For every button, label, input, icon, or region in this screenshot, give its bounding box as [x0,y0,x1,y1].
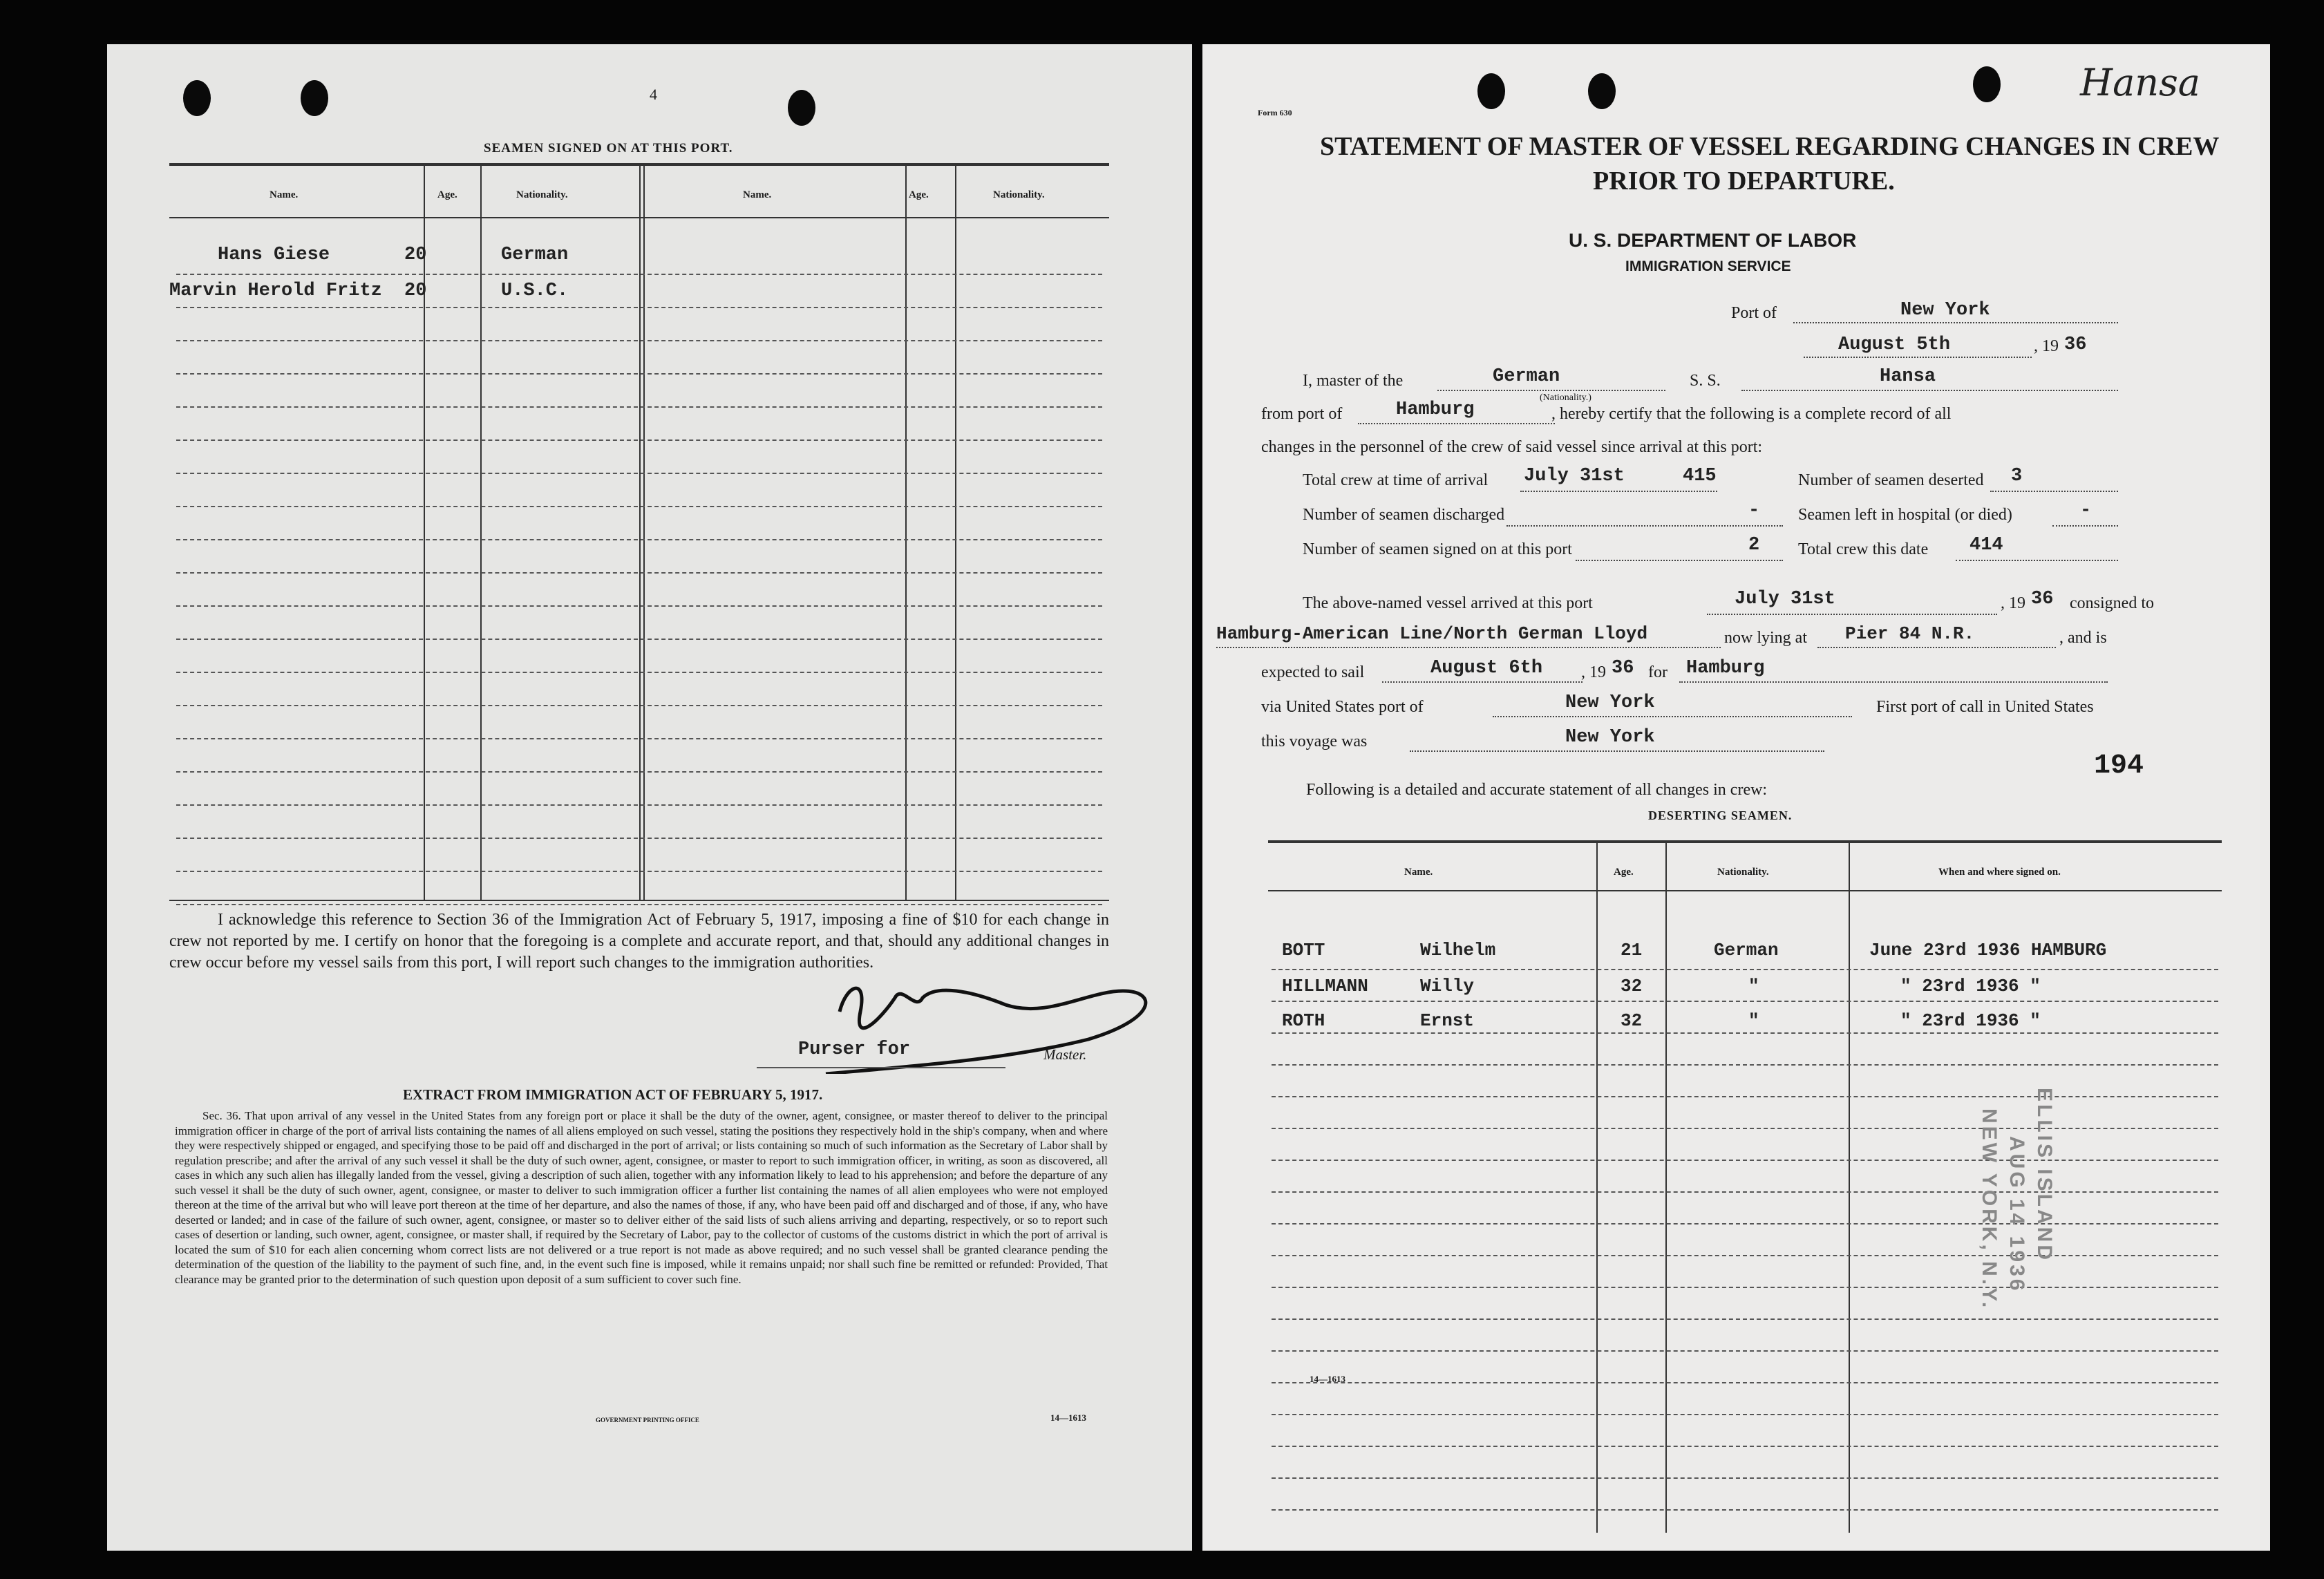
port-value: New York [1900,300,1990,321]
destination-value: Hamburg [1686,658,1765,679]
arrived-year-prefix: , 19 [2001,594,2025,612]
punch-hole [183,80,211,116]
right-form-number: 14—1613 [1310,1374,1345,1384]
first-port-value: New York [1565,727,1655,748]
fill-line [1410,750,1824,752]
row-rule [1272,1001,2218,1002]
row-rule [1272,1096,2218,1097]
for-label: for [1648,663,1668,681]
via-port-value: New York [1565,692,1655,713]
row-rule [1272,1191,2218,1193]
row-rule [176,307,1102,308]
master-label: Master. [1043,1046,1087,1063]
col-header-age: Age. [437,189,457,200]
row-2-name: Marvin Herold Fritz [169,281,382,301]
row-rule [176,804,1102,806]
voyage-label: this voyage was [1261,732,1368,750]
year-value: 36 [2064,334,2087,355]
left-form-number: 14—1613 [1050,1412,1086,1423]
nationality-caption: (Nationality.) [1540,393,1591,403]
form-title-line2: PRIOR TO DEPARTURE. [1593,167,1895,196]
arrived-label: The above-named vessel arrived at this port [1303,594,1593,612]
table-header-rule [1268,890,2222,891]
ellis-island-stamp-date: AUG 14 1936 [2005,1136,2028,1294]
deserter-2-age: 32 [1621,976,1643,996]
page-stamp-number: 194 [2094,750,2144,782]
fill-line [1990,491,2118,492]
discharged-label: Number of seamen discharged [1303,506,1505,524]
deserter-2-surname: HILLMANN [1282,976,1368,996]
page-number: 4 [650,86,657,103]
row-rule [176,539,1102,540]
col-header-nationality: Nationality. [516,189,568,200]
deserter-3-age: 32 [1621,1010,1643,1031]
signed-on-value: 2 [1748,535,1760,556]
left-title: SEAMEN SIGNED ON AT THIS PORT. [484,141,733,155]
table-top-rule [1268,840,2222,843]
deserter-3-given: Ernst [1420,1010,1475,1031]
hospital-value: - [2080,500,2092,521]
col-header-name: Name. [270,189,299,200]
deserter-1-signed-on: June 23rd 1936 HAMBURG [1869,940,2107,961]
fill-line [1216,647,1721,648]
certify-text: , hereby certify that the following is a complete record of all [1551,405,1952,423]
deserter-3-nationality: " [1748,1010,1759,1031]
fill-line [1956,560,2118,561]
row-rule [1272,969,2218,970]
row-rule [176,373,1102,375]
punch-hole [1477,73,1505,109]
row-rule [1272,1350,2218,1352]
fill-line [1493,716,1852,717]
fill-line [1506,525,1783,527]
port-label: Port of [1731,304,1777,322]
total-crew-value: 415 [1683,466,1717,486]
deserter-1-surname: BOTT [1282,940,1325,961]
consignee-value: Hamburg-American Line/North German Lloyd [1216,623,1648,644]
extract-title: EXTRACT FROM IMMIGRATION ACT OF FEBRUARY 5, 1917. [403,1086,823,1103]
row-rule [1272,1318,2218,1320]
via-label: via United States port of [1261,698,1424,716]
row-rule [1272,1128,2218,1129]
fill-line [2052,525,2118,527]
col-header-nationality: Nationality. [993,189,1045,200]
acknowledgment-text: I acknowledge this reference to Section 36 of the Immigration Act of February 5, 1917, imposing a fine of $10 for each change in crew not reported by me. I certify on honor that the foregoing is a complete and accurate report, and that, should any additional changes in crew occur before my vessel sails from this port, I will report such changes to the immigration authorities. [169,911,1109,972]
fill-line [1576,560,1783,561]
department: U. S. DEPARTMENT OF LABOR [1569,229,1857,251]
and-is-label: , and is [2059,629,2107,647]
from-port-label: from port of [1261,405,1343,423]
printing-office: GOVERNMENT PRINTING OFFICE [596,1417,699,1424]
pier-value: Pier 84 N.R. [1845,623,1975,644]
row-rule [176,506,1102,507]
deserter-1-nationality: German [1714,940,1779,961]
punch-hole [788,90,815,126]
row-rule [1272,1382,2218,1383]
row-rule [1272,1160,2218,1161]
row-rule [176,639,1102,640]
deserter-1-given: Wilhelm [1420,940,1496,961]
first-port-label: First port of call in United States [1876,698,2094,716]
form-title-line1: STATEMENT OF MASTER OF VESSEL REGARDING CHANGES IN CREW [1320,132,2220,161]
fill-line [1520,491,1717,492]
signature-line [757,1067,1005,1068]
col-header-age: Age. [1614,867,1634,878]
ellis-island-stamp: ELLIS ISLAND [2033,1088,2056,1263]
row-rule [176,439,1102,441]
row-rule [176,771,1102,773]
row-rule [176,705,1102,706]
deserter-2-given: Willy [1420,976,1475,996]
changes-text: changes in the personnel of the crew of said vessel since arrival at this port: [1261,438,1763,456]
discharged-value: - [1748,500,1760,521]
ellis-island-stamp-place: NEW YORK, N.Y. [1978,1108,2001,1311]
form-label: Form 630 [1258,108,1292,117]
row-1-name: Hans Giese [218,245,330,265]
following-text: Following is a detailed and accurate statement of all changes in crew: [1306,781,1768,799]
hospital-label: Seamen left in hospital (or died) [1798,506,2012,524]
consigned-label: consigned to [2070,594,2154,612]
col-header-name: Name. [743,189,772,200]
col-header-name: Name. [1404,867,1433,878]
row-rule [176,340,1102,341]
sail-year: 36 [1612,658,1634,679]
deserter-1-age: 21 [1621,940,1643,961]
row-rule [1272,1509,2218,1511]
handwritten-ship-note: Hansa [2080,61,2200,104]
row-rule [1272,1414,2218,1415]
left-page [107,44,1192,1551]
fill-line [1707,614,1997,615]
row-rule [176,738,1102,739]
from-port-value: Hamburg [1396,399,1475,420]
row-rule [1272,1255,2218,1256]
col-header-age: Age. [909,189,929,200]
year-prefix: , 19 [2034,337,2059,355]
row-rule [1272,1477,2218,1479]
master-of-label: I, master of the [1303,372,1404,390]
total-crew-date: July 31st [1524,466,1625,486]
deserted-value: 3 [2011,466,2023,486]
row-rule [176,904,1102,905]
deserted-label: Number of seamen deserted [1798,471,1984,489]
fill-line [1437,390,1665,391]
fill-line [1358,423,1555,424]
row-rule [1272,1032,2218,1034]
nationality-value: German [1493,366,1560,387]
deserting-title: DESERTING SEAMEN. [1648,809,1793,822]
row-rule [176,572,1102,574]
row-rule [1272,1064,2218,1066]
fill-line [1804,357,2032,358]
row-1-nationality: German [501,245,569,265]
row-rule [1272,1223,2218,1225]
row-rule [176,672,1102,673]
punch-hole [1588,73,1616,109]
purser-note: Purser for [798,1039,911,1060]
col-header-signed-on: When and where signed on. [1938,867,2061,878]
row-rule [176,871,1102,872]
col-divider [1596,842,1598,1533]
row-2-age: 20 [404,281,427,301]
deserter-2-signed-on: " 23rd 1936 " [1900,976,2041,996]
arrived-date: July 31st [1735,589,1835,609]
row-1-age: 20 [404,245,427,265]
row-rule [1272,1287,2218,1288]
service: IMMIGRATION SERVICE [1625,258,1791,274]
row-rule [176,473,1102,474]
sail-date-value: August 6th [1430,658,1543,679]
total-date-value: 414 [1969,535,2003,556]
col-header-nationality: Nationality. [1717,867,1769,878]
deserter-2-nationality: " [1748,976,1759,996]
sail-year-prefix: , 19 [1581,663,1606,681]
row-2-nationality: U.S.C. [501,281,569,301]
extract-text: Sec. 36. That upon arrival of any vessel in the United States from any foreign port or place it shall be the duty of the owner, agent, consignee, or master thereof to deliver to the principal immigration officer in charge of the port of arrival lists containing the names of all aliens employed on such vessel, stating the positions they respectively hold in the ship's company, when and where they were respectively shipped or engaged, and specifying those to be paid off and discharged in the port of arrival; or lists containing so much of such information as the Secretary of Labor shall by regulation prescribe; and after the arrival of any such vessel it shall be the duty of such owner, agent, consignee, or master to report to such immigration officer, in writing, as soon as discovered, all cases in which any such alien has illegally landed from the vessel, giving a description of such alien, together with any information likely to lead to his apprehension; and before the departure of any such vessel it shall be the duty of such owner, agent, consignee, or master to deliver to such immigration officer a further list containing the names of all alien employees who were not employed thereon at the time of the arrival but who will leave port thereon at the time of her departure, and also the names of those, if any, who have been paid off and discharged and of those, if any, who have deserted or landed; and in case of the failure of such owner, agent, consignee, or master so to deliver either of the said lists of such aliens arriving and departing, respectively, or so to report such cases of desertion or landing, such owner, agent, consignee, or master shall, if required by the Secretary of Labor, pay to the collector of customs of the customs district in which the port of arrival is located the sum of $10 for each alien concerning whom correct lists are not delivered or a true report is not made as above required; and no such vessel shall be granted clearance pending the determination of the question of the liability to the payment of such fine, and, in the event such fine is imposed, while it remains unpaid; nor shall such fine be remitted or refunded: Provided, That clearance may be granted prior to the determination of such question upon deposit of a sum sufficient to cover such fine. [175,1109,1108,1286]
col-divider [1665,842,1667,1533]
fill-line [1741,390,2118,391]
punch-hole [1973,66,2001,102]
signed-on-label: Number of seamen signed on at this port [1303,540,1572,558]
date-value: August 5th [1838,334,1951,355]
punch-hole [301,80,328,116]
fill-line [1817,647,2056,648]
deserter-3-surname: ROTH [1282,1010,1325,1031]
fill-line [1793,322,2118,323]
fill-line [1382,681,1583,683]
ss-label: S. S. [1690,372,1721,390]
ship-value: Hansa [1880,366,1936,387]
row-rule [1272,1446,2218,1447]
deserter-3-signed-on: " 23rd 1936 " [1900,1010,2041,1031]
fill-line [1679,681,2108,683]
row-rule [176,274,1102,275]
row-rule [176,605,1102,607]
col-divider [1849,842,1850,1533]
lying-label: now lying at [1724,629,1807,647]
total-date-label: Total crew this date [1798,540,1929,558]
row-rule [176,406,1102,408]
row-rule [176,838,1102,839]
expected-label: expected to sail [1261,663,1365,681]
arrived-year: 36 [2031,589,2054,609]
total-crew-label: Total crew at time of arrival [1303,471,1489,489]
right-page [1202,44,2270,1551]
